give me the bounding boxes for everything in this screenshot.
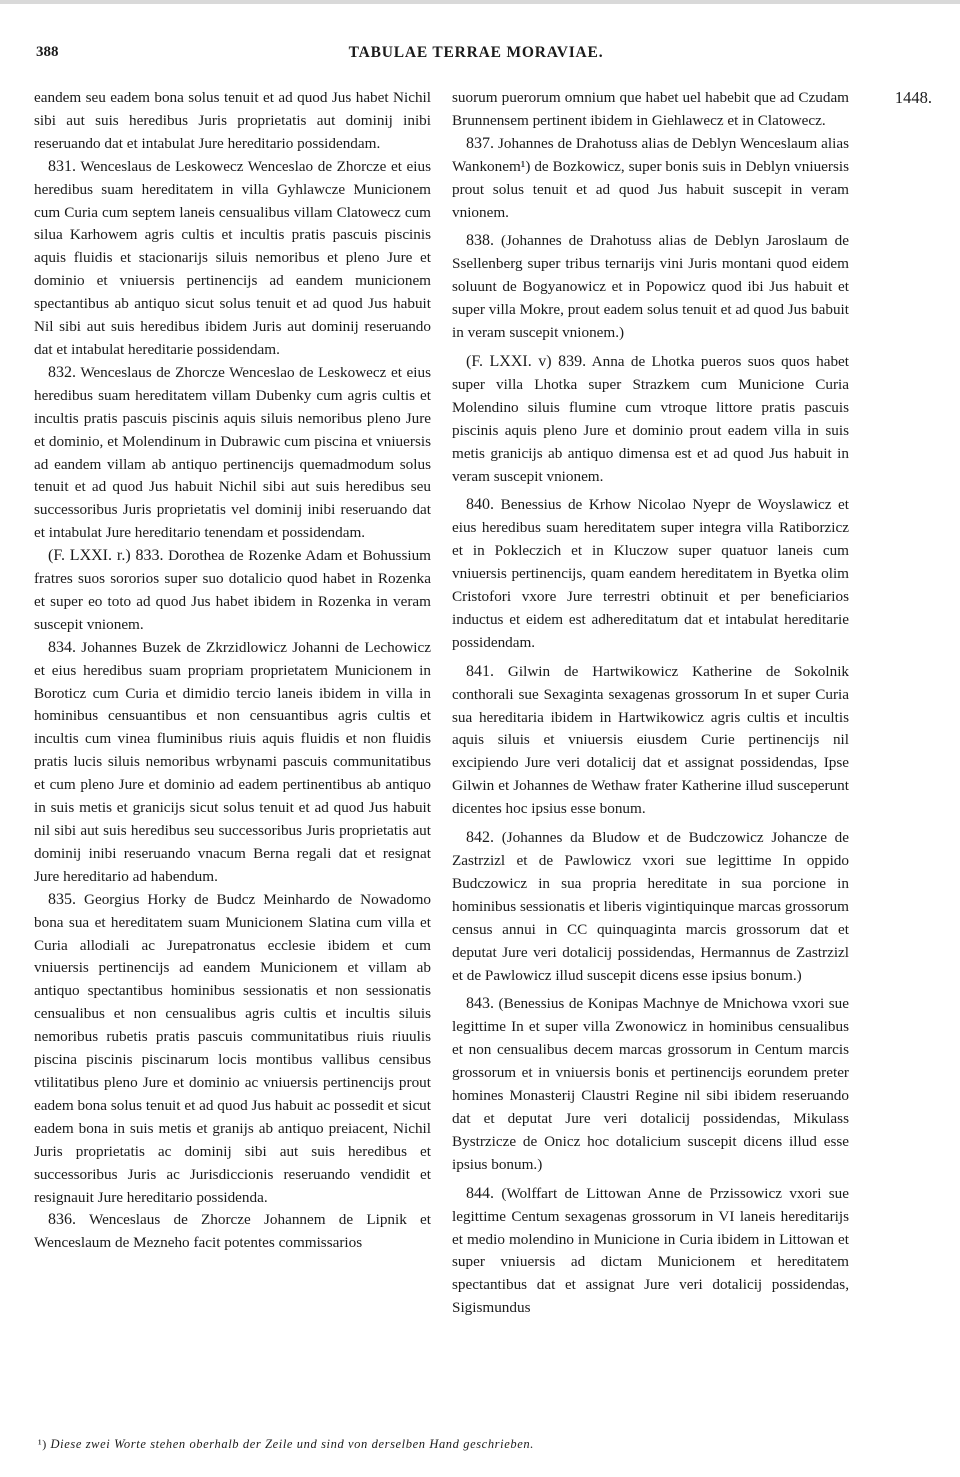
entry-number: 842. (466, 829, 494, 847)
entry-text: (Johannes de Drahotuss alias de Deblyn Jaroslaum de Ssellenberg super tribus ternarijs vini Juris montani quod eidem soluunt de Bogyanowicz et in Popowicz quod ibi Jus habuit et super villa Mokre, prout eadem solus tenuit et ad quod Jus babuit in veram suscepit vnionem.) (452, 232, 850, 342)
entry-number: 838. (466, 232, 494, 250)
entry-835 (34, 889, 431, 1210)
entry-number: 843. (466, 995, 494, 1013)
entry-837 (452, 133, 849, 225)
entry-number: 834. (48, 638, 76, 656)
page-number: 388 (36, 44, 59, 60)
entry-838 (452, 230, 849, 345)
entry-text: Anna de Lhotka pueros suos quos habet super villa Lhotka super Strazkem cum Municione Curia Molendino siluis flumine cum vtroque littore pratis pascuis piscinis aquis pleno Jure et dominio prout eadem villa in suis metis granicijs ab antiquo dimensa est et ad quod Jus habuit in veram suscepit vnionem. (452, 352, 850, 485)
entry-text: eandem seu eadem bona solus tenuit et ad quod Jus habet Nichil sibi aut suis heredibus Juris proprietatis aut dominij inibi reseruando dat et intabulat Jure hereditario possidendam. (34, 89, 431, 152)
entry-number: 841. (466, 662, 494, 680)
entry-number: 840. (466, 496, 494, 514)
margin-year: 1448. (894, 88, 932, 107)
entry-number: 836. (48, 1211, 76, 1229)
footnote-mark: ¹) (38, 1437, 47, 1451)
entry-text: (Wolffart de Littowan Anne de Przissowicz vxori sue legittime Centum sexagenas grossorum in VI laneis hereditarijs et medio molendino in Municione in Curia ibidem in Littowan et super vniuersis ad dictam Municionem et hereditatem spectantibus dat et assignat Jure veri dotalicij possidendas, Sigismundus (452, 1184, 849, 1317)
entry-number: 844. (466, 1184, 494, 1202)
entry-843 (452, 993, 849, 1176)
entry-833 (34, 545, 431, 637)
entry-text: Georgius Horky de Budcz Meinhardo de Nowadomo bona sua et hereditatem suam Municionem Slatina cum villa et Curia allodiali ac Jurepatronatus ecclesie ibidem et cum vniuersis pertinencijs ad eandem Municionem et villam ab antiquo spectantibus hominibus sessionatis et non sessionatis censualibus et non censualibus agris cultis et incultis siluis nemoribus rubetis pratis pascuis communitatibus riuis riuulis piscina piscinis piscinarum locis montibus vallibus censibus vtilitatibus pleno Jure et dominio ac vniuersis pertinencijs prout eadem bona solus tenuit et ad quod Jus habuit ac possedit et sicut eadem bona in suis metis et granijs ab antiquo preiacent, Nichil Juris proprietatis ac dominij sibi aut suis heredibus et successoribus Juris ac Jurisdiccionis reseruando vendidit et resignauit Jure hereditario possidenda. (34, 890, 432, 1206)
entry-number: 832. (48, 363, 76, 381)
entry-text: suorum puerorum omnium que habet uel habebit que ad Czudam Brunnensem pertinent ibidem in Giehlawecz et in Clatowecz. (452, 89, 849, 129)
entry-text: Johannes de Drahotuss alias de Deblyn Wenceslaum alias Wankonem¹) de Bozkowicz, super bonis suis in Deblyn vniuersis prout solus tenuit et ad quod Jus habuit suscepit in veram vnionem. (452, 134, 849, 221)
entry-number: 835. (48, 890, 76, 908)
entry-number: (F. LXXI. v) 839. (466, 352, 587, 370)
left-column (34, 87, 431, 1255)
entry-text: Gilwin de Hartwikowicz Katherine de Sokolnik conthorali sue Sexaginta sexagenas grossorum In et super Curia sua hereditaria ibidem in Hartwikowicz agris cultis et incultis aquis siluis et vniuersis eiusdem Curie pertinencijs nil excipiendo Jure veri dotalicij dat et assignat possidendas, Ipse Gilwin et Johannes de Wethaw frater Katherine illud susceperunt dicentes hoc ipsius esse bonum. (452, 662, 850, 818)
entry-continuation (452, 87, 849, 133)
entry-text: Johannes Buzek de Zkrzidlowicz Johanni de Lechowicz et eius heredibus suam propriam proprietatem Municionem in Boroticz cum Curia et dimidio tercio laneis ibidem in villa in hominibus censuantibus et non censuantibus agris cultis et incultis cum vinea fluminibus riuis aquis fluidis et non fluidis pratis lucis siluis nemoribus wrbynami pascuis communitatibus et cum pleno Jure et dominio ad eadem pertinentibus ab antiquo in suis metis et granicijs sicut solus tenuit et ad quod Jus habuit nil sibi aut suis heredibus seu successoribus Juris proprietatis aut dominij inibi reseruando vnacum Berna regali dat et resignat Jure hereditario ad habendum. (34, 638, 431, 885)
entry-831 (34, 156, 431, 362)
entry-839 (452, 351, 849, 488)
footnote (38, 1437, 918, 1452)
entry-number: 831. (48, 157, 76, 175)
entry-text: Wenceslaus de Zhorcze Johannem de Lipnik et Wenceslaum de Mezneho facit potentes commissarios (34, 1211, 432, 1252)
entry-text: (Benessius de Konipas Machnye de Mnichowa vxori sue legittime In et super villa Zwonowicz in hominibus censualibus et non censualibus decem marcas grossorum in Centum marcis grossorum et in vniuersis bonis et pertinencijs eorundem preter homines Monasterij Claustri Regine nil sibi ibidem reseruando dat et deputat Jure veri dotalicij possidendas, Mikulass Bystrzicze de Onicz hoc dotalicium suscepit dicens illud esse ipsius bonum.) (452, 995, 849, 1173)
entry-number: (F. LXXI. r.) 833. (48, 547, 164, 565)
entry-840 (452, 494, 849, 654)
entry-continuation (34, 87, 431, 156)
entry-832 (34, 362, 431, 545)
entry-text: Dorothea de Rozenke Adam et Bohussium fratres suos sororios super suo dotalicio quod habet in Rozenka et super eo toto ad quod Jus habet ibidem in Rozenka in veram suscepit vnionem. (34, 547, 431, 633)
entry-text: Benessius de Krhow Nicolao Nyepr de Woyslawicz et eius heredibus suam hereditatem super integra villa Ratiborzicz et in Pokleczich et in Kluczow super quatuor laneis cum vniuersis pertinencijs, quam eandem hereditatem in Byetka olim Cristofori vxore Jure terrestri obtinuit et per beneficiarios inductus et eidem est adhereditatum dat et intabulat hereditarie possidendam. (452, 496, 849, 651)
entry-text: Wenceslaus de Zhorcze Wenceslao de Leskowecz et eius heredibus suam hereditatem villam Dubenky cum agris cultis et incultis pratis pascuis piscinis aquis siluis nemoribus pleno Jure et dominio, et Molendinum in Dubrawic cum piscina et vniuersis ad eandem villam ab antiquo pertinencijs quemadmodum solus tenuit et ad quod Jus habuit Nichil sibi aut suis heredibus seu successoribus Juris proprietatis vel dominij inibi reseruando dat et intabulat Jure hereditario tenendam et possidendam. (34, 363, 431, 542)
entry-number: 837. (466, 134, 494, 152)
page-header (36, 44, 916, 68)
entry-834 (34, 637, 431, 889)
footnote-text: Diese zwei Worte stehen oberhalb der Zeile und sind von derselben Hand geschrieben. (50, 1437, 534, 1451)
entry-text: (Johannes da Bludow et de Budczowicz Johancze de Zastrzizl et de Pawlowicz vxori sue legittime In oppido Budczowicz in sua propria hereditate in sua porcione in hominibus sessionatis et liberis vigintiquinque marcas grossorum census annui in CC quinquaginta marcis grossorum dat et deputat Jure veri dotalicij possidendas, Hermannus de Zastrzizl et de Pawlowicz illud suscepit dicens esse ipsius bonum.) (452, 829, 849, 984)
entry-842 (452, 827, 849, 987)
right-column (452, 87, 849, 1320)
entry-text: Wenceslaus de Leskowecz Wenceslao de Zhorcze et eius heredibus suam hereditatem in villa Gyhlawcze Municionem cum Curia cum septem laneis censualibus villam Clatowecz cum silua Karhowem agris cultis et incultis pratis pascuis piscinis aquis fluidis et stacionarijs siluis nemoribus et pleno Jure et dominio et vniuersis pertinencijs ad eandem municionem spectantibus ab antiquo sicut solus tenuit et ad quod Jus habuit Nil sibi aut suis heredibus ibidem Juris aut dominij reseruando dat et intabulat hereditarie possidendam. (34, 157, 431, 358)
running-title: TABULAE TERRAE MORAVIAE. (348, 44, 604, 61)
entry-841 (452, 661, 849, 821)
entry-844 (452, 1183, 849, 1320)
entry-836 (34, 1209, 431, 1255)
scan-edge (0, 0, 960, 4)
